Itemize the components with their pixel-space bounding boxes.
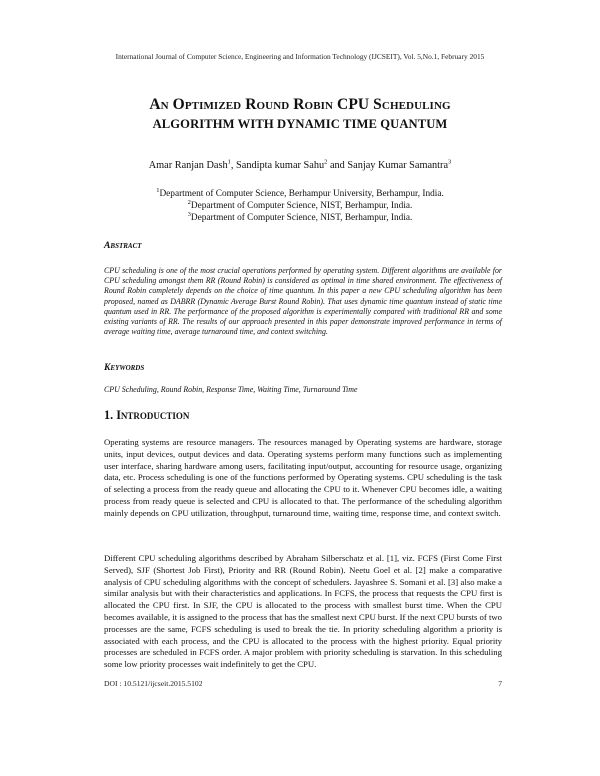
author-name: Sanjay Kumar Samantra <box>347 160 449 171</box>
affiliation-sup: 3 <box>187 211 191 219</box>
page-number: 7 <box>498 679 502 688</box>
affiliation <box>60 188 540 200</box>
journal-header: International Journal of Computer Science, Engineering and Information Technology (IJCSEIT), Vol. 5,No.1, February 2015 <box>115 52 485 61</box>
paper-title <box>60 96 540 132</box>
affiliation-text: Department of Computer Science, Berhampur University, Berhampur, India. <box>159 189 444 199</box>
introduction-heading: 1. Introduction <box>104 408 190 422</box>
affiliation <box>60 200 540 212</box>
author-separator: and <box>327 160 348 171</box>
affiliation-sup: 2 <box>187 199 191 207</box>
abstract-text: CPU scheduling is one of the most crucial operations performed by operating system. Different algorithms are available for CPU scheduling amongst them RR (Round Robin) is considered as optimal in time shared environment. The effectiveness of Round Robin completely depends on the choice of time quantum. In this paper a new CPU scheduling algorithm has been proposed, named as DABRR (Dynamic Average Burst Round Robin). That uses dynamic time quantum instead of static time quantum used in RR. The performance of the proposed algorithm is experimentally compared with traditional RR and some existing variants of RR. The results of our approach presented in this paper demonstrate improved performance in terms of average waiting time, average turnaround time, and context switching. <box>104 266 502 337</box>
affiliations <box>60 188 540 225</box>
author-list <box>60 160 540 171</box>
author-name: Amar Ranjan Dash <box>148 160 228 171</box>
abstract-heading: Abstract <box>104 240 142 251</box>
title-line-2: ALGORITHM WITH DYNAMIC TIME QUANTUM <box>152 117 448 131</box>
doi-text: DOI : 10.5121/ijcseit.2015.5102 <box>104 679 203 688</box>
author-name: Sandipta kumar Sahu <box>236 160 325 171</box>
author-separator: , <box>230 160 237 171</box>
affiliation-text: Department of Computer Science, NIST, Berhampur, India. <box>190 201 413 212</box>
keywords-text: CPU Scheduling, Round Robin, Response Time, Waiting Time, Turnaround Time <box>104 385 358 394</box>
keywords-heading: Keywords <box>104 362 145 373</box>
affiliation-text: Department of Computer Science, NIST, Berhampur, India. <box>190 213 413 224</box>
author-sup: 2 <box>324 158 328 166</box>
author-sup: 3 <box>448 158 452 166</box>
affiliation-sup: 1 <box>156 186 160 194</box>
author-sup: 1 <box>227 158 231 166</box>
intro-paragraph: Different CPU scheduling algorithms described by Abraham Silberschatz et al. [1], viz. FCFS (First Come First Served), SJF (Shortest Job First), Priority and RR (Round Robin). Neetu Goel et al. [2] make a comparative analysis of CPU scheduling algorithms with the concept of schedulers. Jayashree S. Somani et al. [3] also make a similar analysis but with their characteristics and applications. In FCFS, the process that requests the CPU first is allocated the CPU first. In SJF, the CPU is allocated to the process with smallest burst time. When the CPU becomes available, it is assigned to the process that has the smallest next CPU burst. If the next CPU bursts of two processes are the same, FCFS scheduling is used to break the tie. In priority scheduling algorithm a priority is associated with each process, and the CPU is allocated to the process with the highest priority. Equal priority processes are scheduled in FCFS order. A major problem with priority scheduling is starvation. In this scheduling some low priority processes wait indefinitely to get the CPU. <box>104 553 502 670</box>
affiliation <box>60 212 540 224</box>
title-line-1: An Optimized Round Robin CPU Scheduling <box>149 96 451 113</box>
intro-paragraph: Operating systems are resource managers. The resources managed by Operating systems are hardware, storage units, input devices, output devices and data. Operating systems perform many functions such as implementing user interface, sharing hardware among users, facilitating input/output, accounting for resource usage, organizing data, etc. Process scheduling is one of the functions performed by Operating systems. CPU scheduling is the task of selecting a process from the ready queue and allocating the CPU to it. Whenever CPU becomes idle, a waiting process from ready queue is selected and CPU is allocated to that. The performance of the scheduling algorithm mainly depends on CPU utilization, throughput, turnaround time, waiting time, response time, and context switch. <box>104 437 502 518</box>
